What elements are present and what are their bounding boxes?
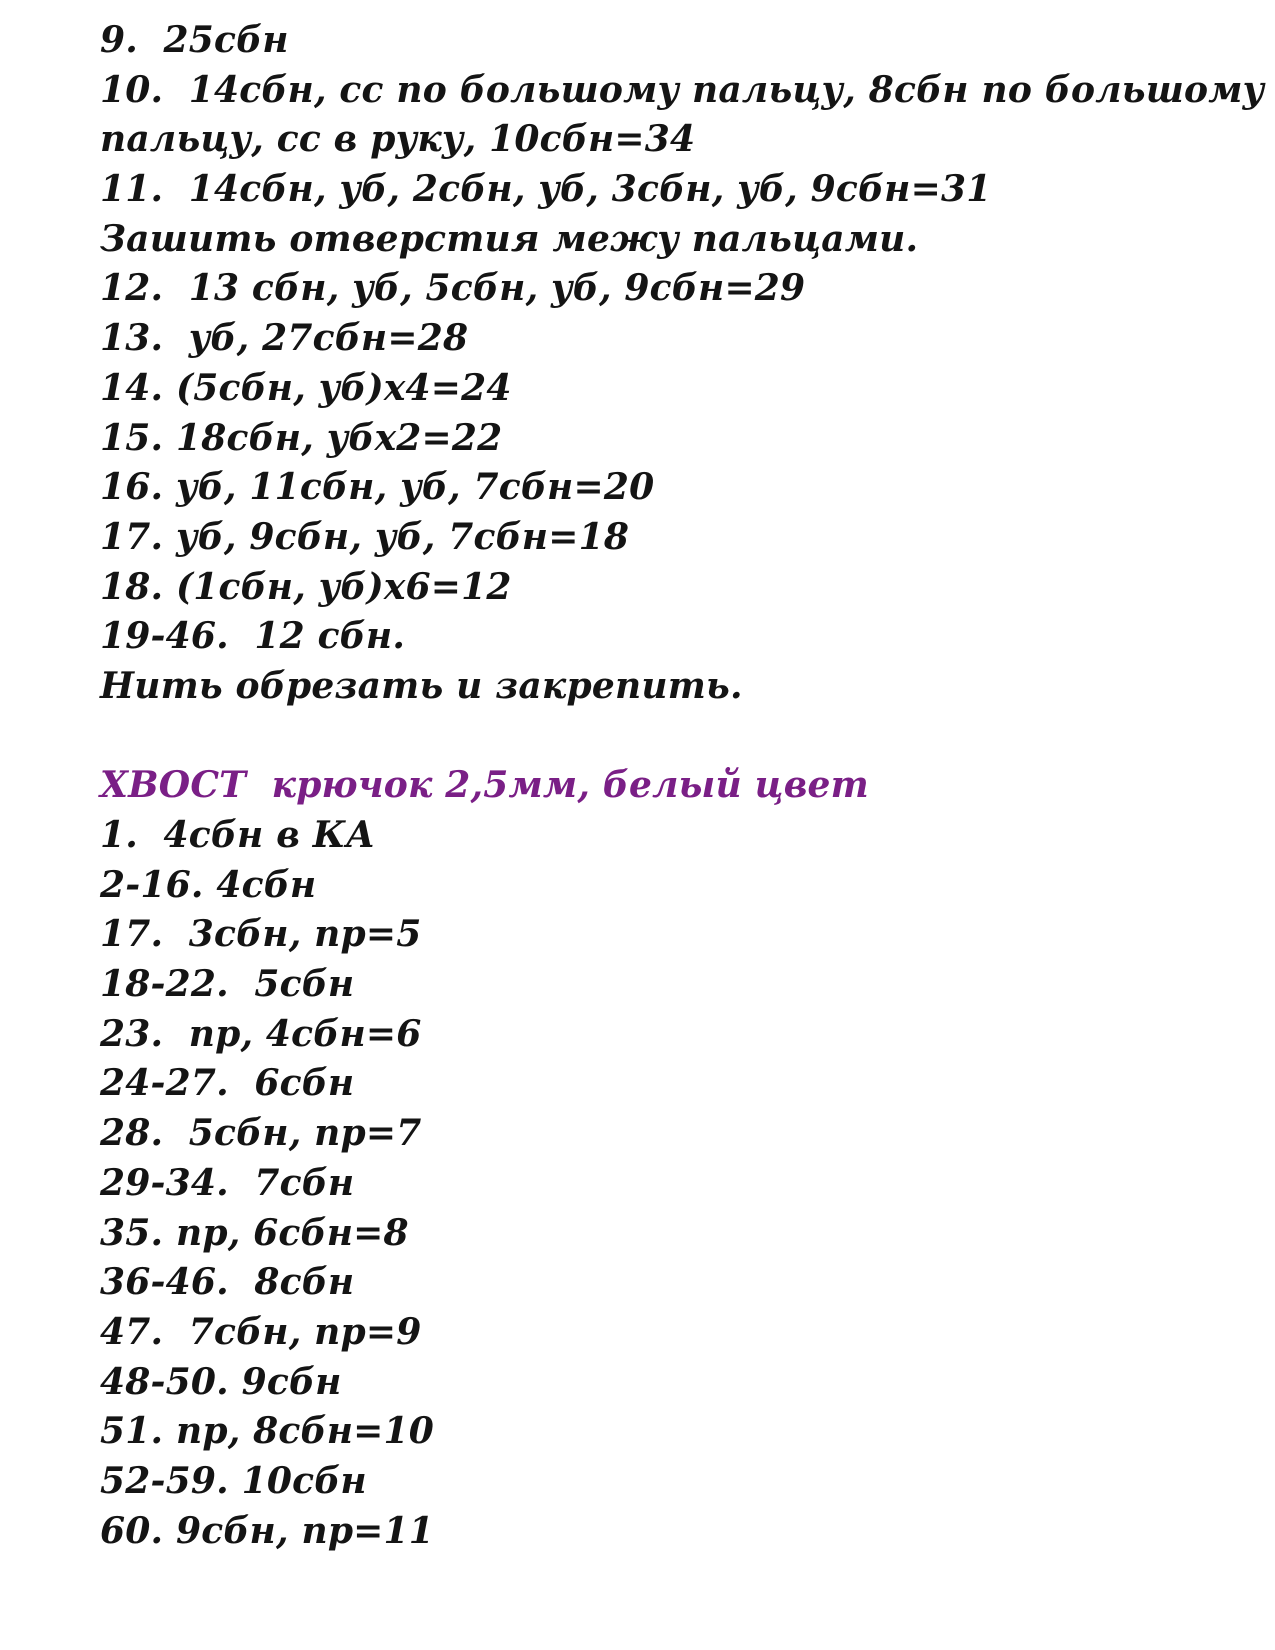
pattern-row: 24-27. 6сбн xyxy=(100,1062,355,1105)
pattern-row: 60. 9сбн, пр=11 xyxy=(100,1509,435,1552)
pattern-row: 36-46. 8сбн xyxy=(100,1261,355,1304)
pattern-row: 29-34. 7сбн xyxy=(100,1161,355,1204)
pattern-row: 18. (1сбн, уб)х6=12 xyxy=(100,565,512,608)
pattern-row: 10. 14сбн, сс по большому пальцу, 8сбн по большому xyxy=(100,68,1265,111)
pattern-row: 13. уб, 27сбн=28 xyxy=(100,317,469,360)
section-gap xyxy=(100,712,1220,762)
section-heading: ХВОСТ крючок 2,5мм, белый цвет xyxy=(100,764,869,807)
pattern-row: 28. 5сбн, пр=7 xyxy=(100,1112,422,1155)
pattern-row: 48-50. 9сбн xyxy=(100,1360,342,1403)
pattern-section-arm xyxy=(100,16,1265,712)
pattern-row: 14. (5сбн, уб)х4=24 xyxy=(100,366,512,409)
pattern-row: 47. 7сбн, пр=9 xyxy=(100,1310,422,1353)
pattern-row: 9. 25сбн xyxy=(100,19,289,61)
pattern-row: 51. пр, 8сбн=10 xyxy=(100,1410,435,1453)
pattern-row: 35. пр, 6сбн=8 xyxy=(100,1211,409,1254)
pattern-row: пальцу, сс в руку, 10сбн=34 xyxy=(100,118,696,161)
pattern-row: 1. 4сбн в КА xyxy=(100,814,376,856)
pattern-row: 17. 3сбн, пр=5 xyxy=(100,913,422,956)
pattern-row: 17. уб, 9сбн, уб, 7сбн=18 xyxy=(100,515,630,558)
pattern-row: 16. уб, 11сбн, уб, 7сбн=20 xyxy=(100,466,655,509)
pattern-row: 23. пр, 4сбн=6 xyxy=(100,1012,422,1055)
pattern-row: 15. 18сбн, убх2=22 xyxy=(100,416,503,459)
pattern-row: 12. 13 сбн, уб, 5сбн, уб, 9сбн=29 xyxy=(100,267,806,310)
pattern-instruction: Нить обрезать и закрепить. xyxy=(100,664,743,707)
pattern-row: 52-59. 10сбн xyxy=(100,1459,367,1502)
pattern-row: 18-22. 5сбн xyxy=(100,963,355,1006)
pattern-section-tail xyxy=(100,761,1220,1556)
pattern-row: 19-46. 12 сбн. xyxy=(100,615,406,658)
pattern-row: 2-16. 4сбн xyxy=(100,863,317,906)
pattern-instruction: Зашить отверстия межу пальцами. xyxy=(100,217,919,260)
pattern-row: 11. 14сбн, уб, 2сбн, уб, 3сбн, уб, 9сбн=31 xyxy=(100,168,992,211)
document-page xyxy=(100,16,1265,1556)
